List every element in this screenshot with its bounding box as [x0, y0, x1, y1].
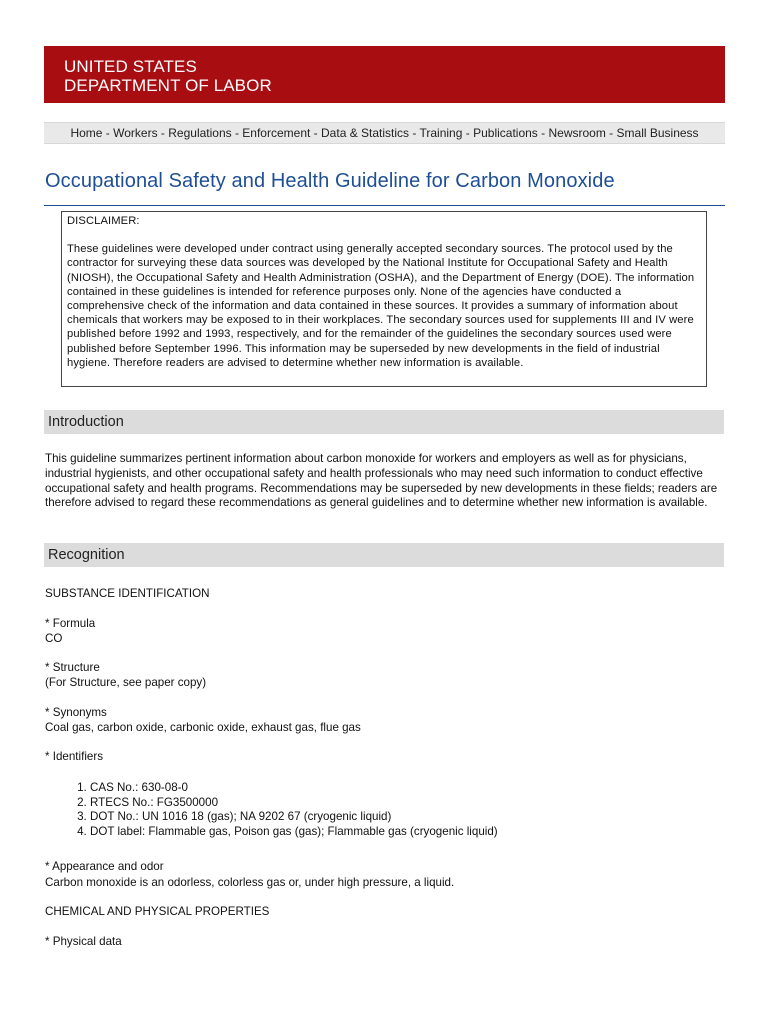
nav-separator: -: [102, 126, 114, 140]
nav-separator: -: [231, 126, 243, 140]
physical-data-label: * Physical data: [45, 935, 122, 948]
formula-label: * Formula: [45, 617, 96, 630]
page-title: Occupational Safety and Health Guideline for Carbon Monoxide: [45, 170, 615, 192]
list-item: 2. RTECS No.: FG3500000: [90, 796, 498, 811]
identifiers-list: [45, 781, 498, 839]
header-line-1: UNITED STATES: [64, 57, 197, 76]
disclaimer-heading: DISCLAIMER:: [67, 215, 140, 227]
structure-value: (For Structure, see paper copy): [45, 676, 207, 689]
introduction-text: This guideline summarizes pertinent information about carbon monoxide for workers and employers as well as for physicians, industrial hygienists, and other occupational safety and health professionals who may need such information to conduct effective occupational safety and health programs. Recommendations may be superseded by new developments in these fields; readers are therefore advised to regard these recommendations as general guidelines and to determine whether new information is available.: [45, 452, 718, 510]
list-item: 3. DOT No.: UN 1016 18 (gas); NA 9202 67 (cryogenic liquid): [90, 810, 498, 825]
list-item: 4. DOT label: Flammable gas, Poison gas (gas); Flammable gas (cryogenic liquid): [90, 825, 498, 840]
identifiers-label: * Identifiers: [45, 750, 103, 763]
disclaimer-box: [61, 211, 707, 387]
nav-separator: -: [157, 126, 169, 140]
chemical-physical-heading: CHEMICAL AND PHYSICAL PROPERTIES: [45, 905, 270, 918]
recognition-heading: Recognition: [44, 543, 724, 567]
introduction-heading: Introduction: [44, 410, 724, 434]
nav-data-statistics[interactable]: Data & Statistics: [321, 126, 410, 140]
synonyms-value: Coal gas, carbon oxide, carbonic oxide, exhaust gas, flue gas: [45, 721, 361, 734]
structure-label: * Structure: [45, 661, 100, 674]
nav-publications[interactable]: Publications: [473, 126, 538, 140]
nav-workers[interactable]: Workers: [113, 126, 158, 140]
nav-enforcement[interactable]: Enforcement: [242, 126, 311, 140]
nav-separator: -: [310, 126, 322, 140]
nav-separator: -: [537, 126, 549, 140]
nav-separator: -: [605, 126, 617, 140]
nav-home[interactable]: Home: [70, 126, 103, 140]
list-item: 1. CAS No.: 630-08-0: [90, 781, 498, 796]
dol-header-banner[interactable]: [44, 46, 725, 103]
nav-regulations[interactable]: Regulations: [168, 126, 232, 140]
formula-value: CO: [45, 632, 63, 645]
substance-identification-heading: SUBSTANCE IDENTIFICATION: [45, 587, 210, 600]
appearance-value: Carbon monoxide is an odorless, colorless gas or, under high pressure, a liquid.: [45, 876, 455, 889]
top-navigation: [44, 122, 725, 144]
nav-small-business[interactable]: Small Business: [616, 126, 699, 140]
nav-training[interactable]: Training: [419, 126, 463, 140]
synonyms-label: * Synonyms: [45, 706, 107, 719]
title-divider: [44, 205, 725, 206]
disclaimer-text: These guidelines were developed under contract using generally accepted secondary sources. The protocol used by the contractor for surveying these data sources was developed by the National Institute for Occupational Safety and Health (NIOSH), the Occupational Safety and Health Administration (OSHA), and the Department of Energy (DOE). The information contained in these guidelines is intended for reference purposes only. None of the agencies have conducted a comprehensive check of the information and data contained in these sources. It provides a summary of information about chemicals that workers may be exposed to in their workplaces. The secondary sources used for supplements III and IV were published before 1992 and 1993, respectively, and for the remainder of the guidelines the secondary sources used were published before September 1996. This information may be superseded by new developments in the field of industrial hygiene. Therefore readers are advised to determine whether new information is available.: [67, 243, 695, 369]
nav-newsroom[interactable]: Newsroom: [548, 126, 606, 140]
appearance-label: * Appearance and odor: [45, 860, 164, 873]
header-line-2: DEPARTMENT OF LABOR: [64, 76, 272, 95]
nav-separator: -: [462, 126, 474, 140]
nav-separator: -: [409, 126, 420, 140]
